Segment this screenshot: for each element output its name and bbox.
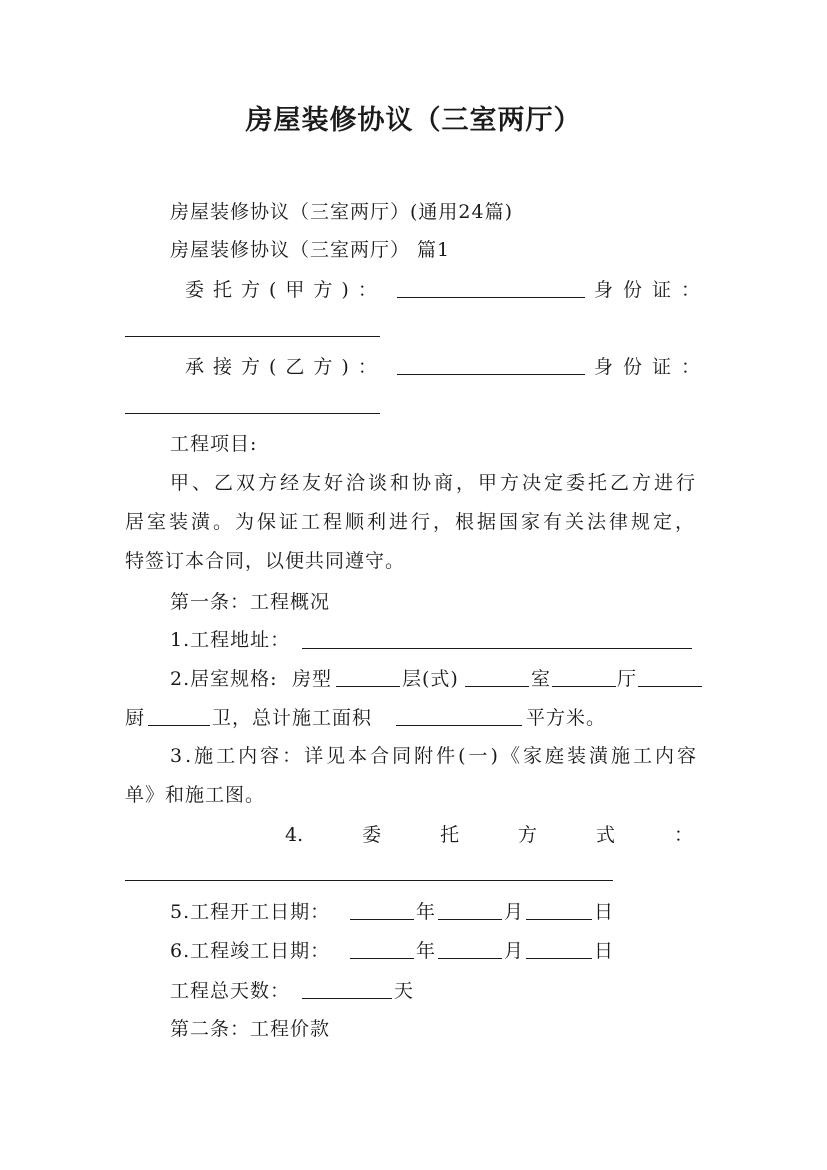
item-1-label: 1.工程地址： bbox=[170, 629, 291, 651]
item-3-line-2: 单》和施工图。 bbox=[125, 784, 266, 806]
item-6-label: 6.工程竣工日期： bbox=[170, 940, 331, 962]
area-blank bbox=[396, 725, 522, 726]
room-label: 室 bbox=[531, 668, 552, 690]
document-title: 房屋装修协议（三室两厅） bbox=[245, 105, 582, 136]
item-4-char-4: 式 bbox=[596, 824, 616, 846]
bath-area-label: 卫，总计施工面积 bbox=[212, 707, 373, 729]
house-type-label: 房型 bbox=[292, 668, 333, 690]
section-heading: 房屋装修协议（三室两厅） 篇1 bbox=[170, 239, 451, 261]
start-month-blank bbox=[438, 919, 502, 920]
kitchen-blank bbox=[148, 725, 210, 726]
start-year-blank bbox=[350, 919, 414, 920]
start-month-label: 月 bbox=[504, 901, 525, 923]
item-2-prefix: 2.居室规格: bbox=[170, 668, 278, 690]
client-party-label: 委托方(甲方)： bbox=[185, 279, 386, 301]
item-3-line-1: 3.施工内容：详见本合同附件(一)《家庭装潢施工内容 bbox=[170, 745, 699, 767]
room-blank bbox=[552, 686, 616, 687]
item-4-line bbox=[285, 822, 693, 848]
hall-blank bbox=[638, 686, 702, 687]
contractor-party-label: 承接方(乙方)： bbox=[185, 356, 386, 378]
end-month-blank bbox=[438, 958, 502, 959]
start-year-label: 年 bbox=[416, 901, 437, 923]
item-4-char-1: 委 bbox=[362, 824, 382, 846]
intro-line-1: 甲、乙双方经友好洽谈和协商，甲方决定委托乙方进行 bbox=[170, 472, 699, 494]
contractor-name-blank bbox=[397, 374, 585, 375]
contractor-id-label: 身份证： bbox=[594, 356, 711, 378]
client-id-blank bbox=[125, 336, 380, 337]
intro-line-3: 特签订本合同，以便共同遵守。 bbox=[125, 550, 406, 572]
end-year-blank bbox=[350, 958, 414, 959]
article-1-heading: 第一条：工程概况 bbox=[170, 591, 331, 613]
item-4-number: 4. bbox=[285, 824, 304, 846]
item-4-char-5: ： bbox=[673, 824, 693, 846]
start-day-blank bbox=[526, 919, 592, 920]
kitchen-label: 厨 bbox=[125, 707, 146, 729]
commission-method-blank bbox=[125, 880, 613, 881]
hall-label: 厅 bbox=[617, 668, 638, 690]
item-4-char-2: 托 bbox=[440, 824, 460, 846]
floor-label: 层(式) bbox=[402, 668, 459, 690]
project-label: 工程项目: bbox=[170, 433, 258, 455]
house-type-blank bbox=[336, 686, 400, 687]
client-name-blank bbox=[397, 297, 585, 298]
end-day-label: 日 bbox=[594, 940, 615, 962]
total-days-unit: 天 bbox=[394, 980, 415, 1002]
document-subtitle: 房屋装修协议（三室两厅）(通用24篇) bbox=[170, 201, 514, 223]
intro-line-2: 居室装潢。为保证工程顺利进行，根据国家有关法律规定， bbox=[125, 511, 698, 533]
start-day-label: 日 bbox=[594, 901, 615, 923]
total-days-blank bbox=[302, 998, 392, 999]
contractor-id-blank bbox=[125, 413, 380, 414]
end-day-blank bbox=[526, 958, 592, 959]
end-year-label: 年 bbox=[416, 940, 437, 962]
article-2-heading: 第二条：工程价款 bbox=[170, 1018, 331, 1040]
floor-blank bbox=[465, 686, 529, 687]
total-days-label: 工程总天数： bbox=[170, 980, 291, 1002]
client-id-label: 身份证： bbox=[594, 279, 711, 301]
item-4-char-3: 方 bbox=[518, 824, 538, 846]
address-blank bbox=[302, 648, 692, 649]
end-month-label: 月 bbox=[504, 940, 525, 962]
area-unit: 平方米。 bbox=[526, 707, 607, 729]
item-5-label: 5.工程开工日期： bbox=[170, 901, 331, 923]
